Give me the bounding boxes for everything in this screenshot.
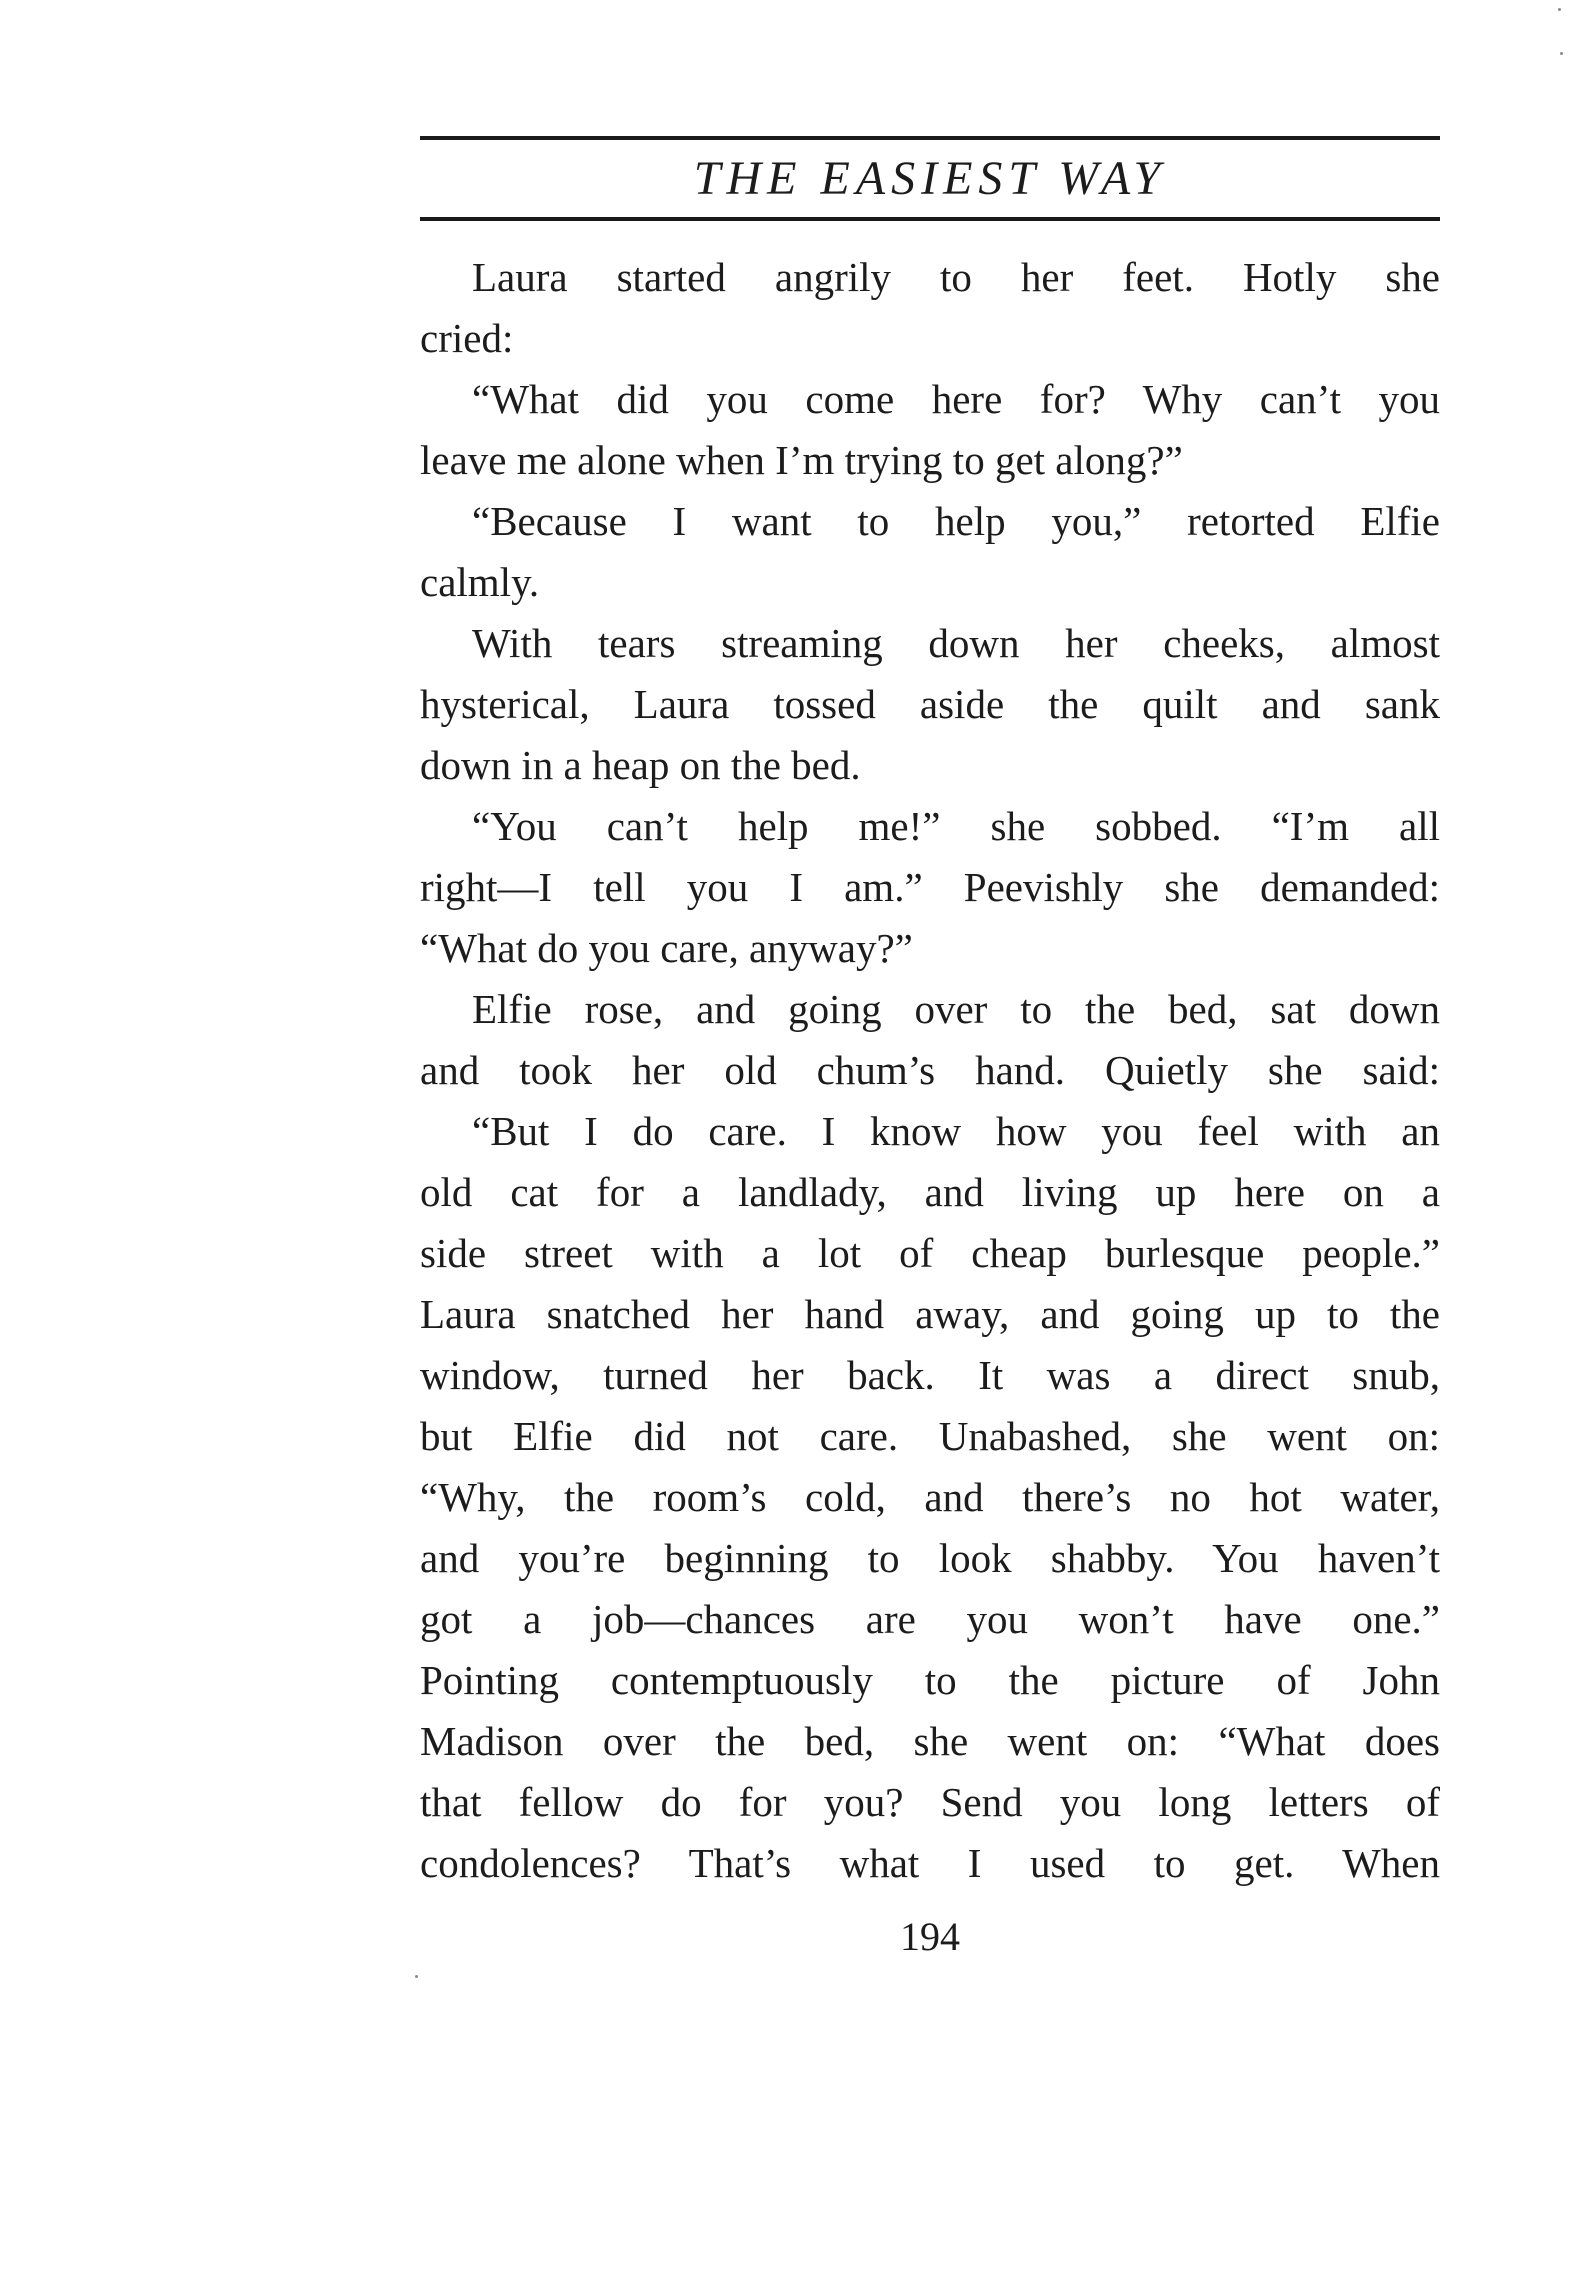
text-line: “What do you care, anyway?”	[420, 925, 913, 971]
scan-speck	[1560, 52, 1563, 55]
body-text	[420, 247, 1440, 1894]
running-head: THE EASIEST WAY	[693, 152, 1167, 205]
text-line: Madison over the bed, she went on: “What does	[420, 1718, 1440, 1764]
text-line: With tears streaming down her cheeks, almost	[472, 620, 1440, 666]
text-line: that fellow do for you? Send you long letters of	[420, 1779, 1440, 1825]
text-line: window, turned her back. It was a direct snub,	[420, 1352, 1440, 1398]
text-line: hysterical, Laura tossed aside the quilt and sank	[420, 681, 1440, 727]
text-line: “You can’t help me!” she sobbed. “I’m all	[472, 803, 1440, 849]
text-line: calmly.	[420, 559, 540, 605]
text-line: leave me alone when I’m trying to get along?”	[420, 437, 1183, 483]
text-line: Elfie rose, and going over to the bed, sat down	[472, 986, 1440, 1032]
page-number: 194	[900, 1914, 960, 1959]
text-line: down in a heap on the bed.	[420, 742, 861, 788]
text-line: cried:	[420, 315, 514, 361]
text-line: Laura snatched her hand away, and going up to the	[420, 1291, 1440, 1337]
text-line: “But I do care. I know how you feel with an	[472, 1108, 1440, 1154]
text-line: “Because I want to help you,” retorted Elfie	[472, 498, 1440, 544]
text-line: “Why, the room’s cold, and there’s no hot water,	[420, 1474, 1440, 1520]
text-line: side street with a lot of cheap burlesque people.”	[420, 1230, 1440, 1276]
text-line: and you’re beginning to look shabby. You haven’t	[420, 1535, 1440, 1581]
header-top-rule	[420, 136, 1440, 140]
header-bottom-rule	[420, 217, 1440, 221]
text-line: Laura started angrily to her feet. Hotly she	[472, 254, 1440, 300]
text-line: Pointing contemptuously to the picture of John	[420, 1657, 1440, 1703]
text-line: got a job—chances are you won’t have one.”	[420, 1596, 1440, 1642]
text-line: condolences? That’s what I used to get. When	[420, 1840, 1440, 1886]
text-line: old cat for a landlady, and living up here on a	[420, 1169, 1440, 1215]
text-line: but Elfie did not care. Unabashed, she went on:	[420, 1413, 1440, 1459]
scan-speck	[415, 1975, 418, 1978]
text-line: “What did you come here for? Why can’t you	[472, 376, 1440, 422]
text-line: and took her old chum’s hand. Quietly she said:	[420, 1047, 1440, 1093]
scan-speck	[1558, 8, 1561, 11]
text-line: right—I tell you I am.” Peevishly she demanded:	[420, 864, 1440, 910]
